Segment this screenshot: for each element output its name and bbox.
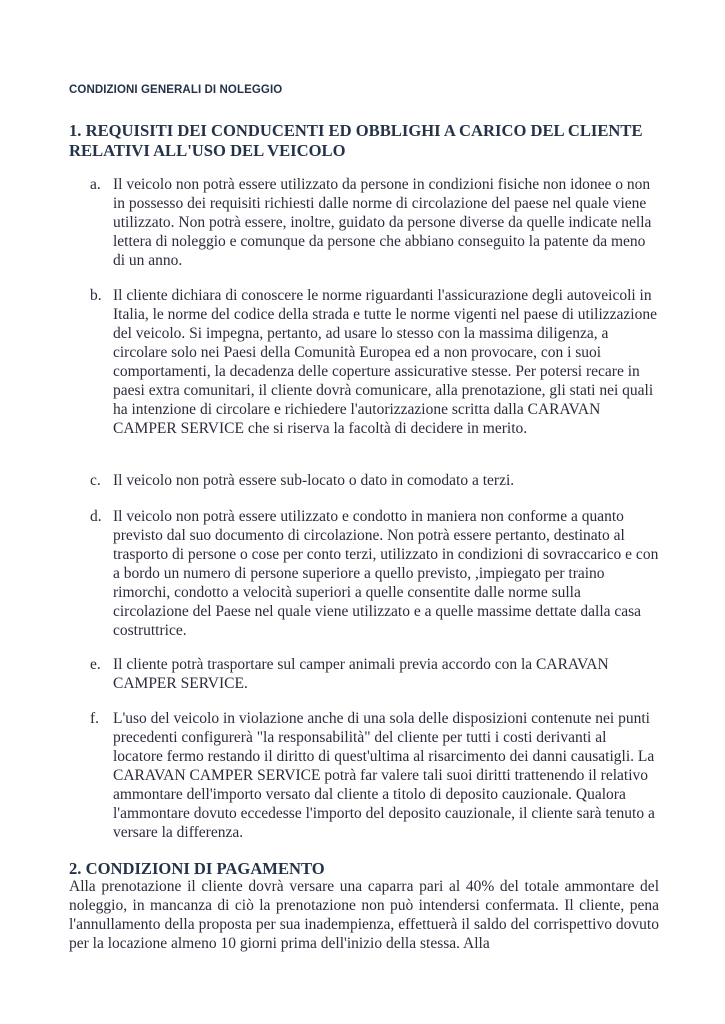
clause-text: Il cliente dichiara di conoscere le norme riguardanti l'assicurazione degli autoveicoli in Italia, le norme del codice della strada e tutte le norme vigenti nel paese di utilizzazione del veicolo. Si impegna, pertanto, ad usare lo stesso con la massima diligenza, a circolare solo nei Paesi della Comunità Europea ed a non provocare, con i suoi comportamenti, la decadenza delle coperture assicurative stesse. Per potersi recare in paesi extra comunitari, il cliente dovrà comunicare, alla prenotazione, gli stati nei quali ha intenzione di circolare e richiedere l'autorizzazione scritta dalla CARAVAN CAMPER SERVICE che si riserva la facoltà di decidere in merito. bbox=[113, 287, 657, 437]
clause-text: L'uso del veicolo in violazione anche di una sola delle disposizioni contenute nei punti precedenti configurerà "la responsabilità" del cliente per tutti i costi derivanti al locatore fermo restando il diritto di quest'ultima al risarcimento dei danni causatigli. La CARAVAN CAMPER SERVICE potrà far valere tali suoi diritti trattenendo il relativo ammontare dell'importo versato dal cliente a titolo di deposito cauzionale. Qualora l'ammontare dovuto eccedesse l'importo del deposito cauzionale, il cliente sarà tenuto a versare la differenza. bbox=[113, 710, 655, 841]
clause-e bbox=[90, 655, 660, 693]
clause-d bbox=[90, 507, 660, 640]
section-title-requisiti: 1. REQUISITI DEI CONDUCENTI ED OBBLIGHI A CARICO DEL CLIENTE RELATIVI ALL'USO DEL VEICOLO bbox=[69, 121, 643, 160]
clause-text: Il veicolo non potrà essere utilizzato e condotto in maniera non conforme a quanto previsto dal suo documento di circolazione. Non potrà essere pertanto, destinato al trasporto di persone o cose per conto terzi, utilizzato in condizioni di sovraccarico e con a bordo un numero di persone superiore a quello previsto, ,impiegato per traino rimorchi, condotto a velocità superiori a quelle consentite dalle norme sulla circolazione del Paese nel quale viene utilizzato e a quelle massime dettate dalla casa costruttrice. bbox=[113, 508, 659, 639]
clause-marker: e. bbox=[90, 656, 101, 673]
clause-marker: b. bbox=[90, 287, 102, 304]
payment-paragraph: Alla prenotazione il cliente dovrà versare una caparra pari al 40% del totale ammontare del noleggio, in mancanza di ciò la prenotazione non può intendersi confermata. Il cliente, pena l'annullamento della proposta per sua inadempienza, effettuerà il saldo del corrispettivo dovuto per la locazione almeno 10 giorni prima dell'inizio della stessa. Alla bbox=[69, 878, 659, 952]
clause-f bbox=[90, 709, 660, 842]
clause-marker: f. bbox=[90, 710, 100, 727]
clause-a bbox=[90, 175, 660, 270]
clause-text: Il veicolo non potrà essere sub-locato o dato in comodato a terzi. bbox=[113, 472, 515, 489]
clause-marker: c. bbox=[90, 472, 101, 489]
clause-marker: d. bbox=[90, 508, 102, 525]
section-title-pagamento: 2. CONDIZIONI DI PAGAMENTO bbox=[69, 859, 325, 878]
document-header: CONDIZIONI GENERALI DI NOLEGGIO bbox=[69, 84, 283, 96]
clause-text: Il veicolo non potrà essere utilizzato da persone in condizioni fisiche non idonee o non in possesso dei requisiti richiesti dalle norme di circolazione del paese nel quale viene utilizzato. Non potrà essere, inoltre, guidato da persone diverse da quelle indicate nella lettera di noleggio e comunque da persone che abbiano conseguito la patente da meno di un anno. bbox=[113, 176, 652, 269]
clause-marker: a. bbox=[90, 176, 101, 193]
clause-text: Il cliente potrà trasportare sul camper animali previa accordo con la CARAVAN CAMPER SERVICE. bbox=[113, 656, 609, 692]
clause-c bbox=[90, 471, 660, 490]
clause-b bbox=[90, 286, 660, 438]
